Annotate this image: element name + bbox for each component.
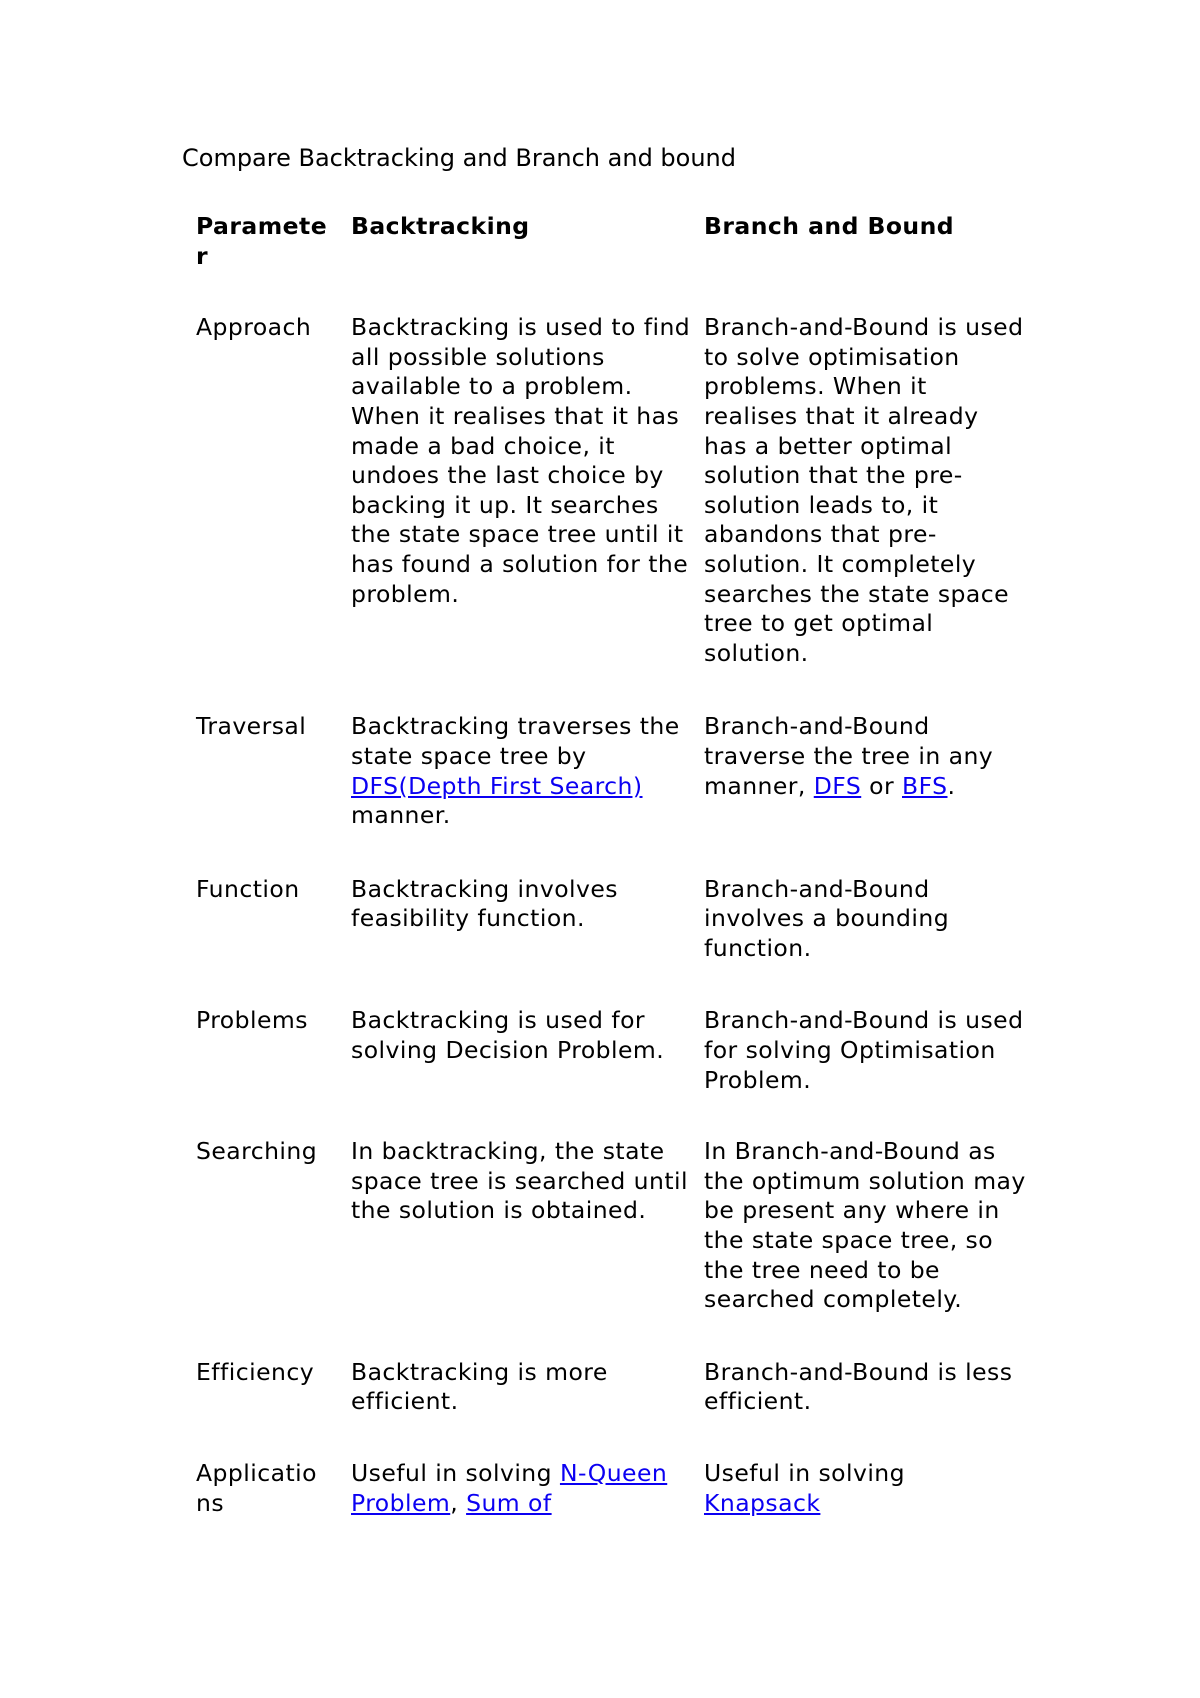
table-row <box>182 875 1032 1007</box>
sum-of-subsets-link[interactable]: Sum of <box>466 1488 552 1517</box>
bb-efficiency: Branch-and-Bound is less efficient. <box>704 1357 1013 1416</box>
bb-searching: In Branch-and-Bound as the optimum solution may be present any where in the state space tree, so the tree need to be searched completely. <box>704 1137 1026 1314</box>
bb-function: Branch-and-Bound involves a bounding function. <box>704 874 950 962</box>
table-row <box>182 1358 1032 1459</box>
param-searching: Searching <box>196 1137 318 1166</box>
table-row <box>182 1006 1032 1137</box>
bt-function: Backtracking involves feasibility function. <box>351 874 618 933</box>
bt-traversal: Backtracking traverses the state space tree by DFS(Depth First Search) manner. <box>351 712 680 830</box>
header-backtracking: Backtracking <box>351 212 530 240</box>
dfs-link[interactable]: DFS <box>813 771 862 800</box>
bt-searching: In backtracking, the state space tree is searched until the solution is obtained. <box>351 1137 688 1225</box>
table-row <box>182 1137 1032 1358</box>
header-branch-and-bound: Branch and Bound <box>704 212 955 240</box>
param-efficiency: Efficiency <box>196 1357 315 1386</box>
comparison-table <box>182 212 1032 1518</box>
bb-problems: Branch-and-Bound is used for solving Optimisation Problem. <box>704 1006 1024 1094</box>
table-header-row <box>182 212 1032 313</box>
n-queen-problem-link[interactable]: N-Queen Problem <box>351 1459 668 1517</box>
table-row <box>182 313 1032 712</box>
param-traversal: Traversal <box>196 712 307 741</box>
param-function: Function <box>196 874 300 903</box>
dfs-depth-first-search-link[interactable]: DFS(Depth First Search) <box>351 771 643 800</box>
bb-traversal: Branch-and-Bound traverse the tree in any manner, DFS or BFS. <box>704 712 994 800</box>
bt-problems: Backtracking is used for solving Decision Problem. <box>351 1006 665 1065</box>
document-title: Compare Backtracking and Branch and bound <box>182 144 737 172</box>
bb-applications: Useful in solving Knapsack <box>704 1459 906 1517</box>
bt-efficiency: Backtracking is more efficient. <box>351 1357 608 1416</box>
table-row <box>182 712 1032 874</box>
table-row <box>182 1459 1032 1518</box>
bt-approach: Backtracking is used to find all possible solutions available to a problem. When it realises that it has made a bad choice, it undoes the last choice by backing it up. It searches the state space tree until it has found a solution for the problem. <box>351 313 691 608</box>
bt-applications: Useful in solving N-Queen Problem, Sum of <box>351 1459 668 1517</box>
header-parameter: Paramete r <box>196 212 328 270</box>
param-applications: Applicatio ns <box>196 1459 317 1517</box>
param-problems: Problems <box>196 1006 308 1035</box>
param-approach: Approach <box>196 313 312 342</box>
bb-approach: Branch-and-Bound is used to solve optimisation problems. When it realises that it already has a better optimal solution that the pre-solution leads to, it abandons that pre-solution. It completely searches the state space tree to get optimal solution. <box>704 313 1024 667</box>
knapsack-link[interactable]: Knapsack <box>704 1488 821 1517</box>
bfs-link[interactable]: BFS <box>902 771 948 800</box>
